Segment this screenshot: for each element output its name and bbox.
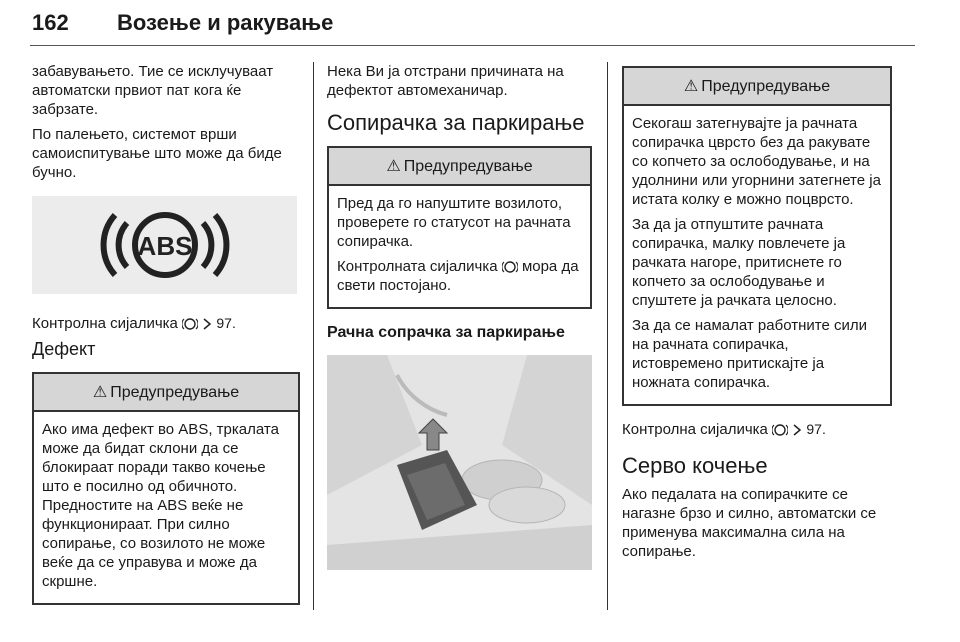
indicator-text: Контролна сијаличка: [32, 315, 178, 332]
column-divider-2: [607, 62, 608, 610]
warning-body: [34, 412, 298, 603]
paragraph: Ако педалата на сопирачките се нагазне брзо и силно, автоматски се применува максимална сила на сопирање.: [622, 486, 877, 560]
abs-icon: [95, 205, 235, 285]
page-reference[interactable]: 97.: [806, 421, 826, 437]
page-reference[interactable]: 97.: [216, 315, 236, 331]
indicator-reference: [622, 420, 892, 439]
indicator-text: Контролната сијаличка: [337, 258, 498, 275]
warning-body: [329, 186, 590, 307]
page-number: 162: [32, 10, 69, 35]
brake-icon: [502, 260, 518, 274]
warning-title: Предупредување: [110, 384, 240, 401]
page-title: Возење и ракување: [117, 10, 334, 35]
warning-text: Секогаш затегнувајте ја рачната сопирачка цврсто без да ракувате со копчето за ослободување, и на удолнини или угорнини затегнете ја истата колку е можно поцврсто.: [632, 115, 881, 208]
column-1: [32, 62, 300, 617]
paragraph: Нека Ви ја отстрани причината на дефектот автомеханичар.: [327, 63, 564, 99]
section-heading: Сопирачка за паркирање: [327, 110, 585, 135]
column-3: [622, 62, 892, 567]
warning-text: За да се намалат работните сили на рачната сопирачка, истовремено притискајте ја ножната сопирачка.: [632, 317, 867, 391]
section-heading: Дефект: [32, 339, 96, 359]
warning-body: [624, 106, 890, 404]
warning-text: За да ја отпуштите рачната сопирачка, малку повлечете ја рачката нагоре, притиснете го копчето за ослободување и спуштете ја рачката целосно.: [632, 216, 846, 309]
paragraph: забавувањето. Тие се исклучуваат автоматски првиот пат кога ќе забрзате.: [32, 63, 274, 118]
ref-arrow-icon: [202, 317, 212, 331]
header-divider: [30, 45, 915, 46]
warning-triangle-icon: ⚠: [92, 384, 108, 401]
paragraph: По палењето, системот врши самоиспитување што може да биде бучно.: [32, 126, 282, 181]
indicator-reference: [32, 314, 300, 333]
warning-text: Пред да го напуштите возилото, проверете го статусот на рачната сопирачка.: [337, 195, 571, 250]
indicator-text: Контролна сијаличка: [622, 421, 768, 438]
warning-text-cont: мора да свети постојано.: [337, 258, 579, 294]
warning-box: [32, 372, 300, 605]
warning-title: Предупредување: [403, 158, 533, 175]
brake-icon: [772, 423, 788, 437]
ref-arrow-icon: [792, 423, 802, 437]
warning-box: [327, 146, 592, 309]
warning-box: [622, 66, 892, 406]
abs-indicator-illustration: [32, 196, 297, 294]
abs-small-icon: [182, 317, 198, 331]
handbrake-illustration: [327, 355, 592, 570]
column-divider-1: [313, 62, 314, 610]
warning-triangle-icon: ⚠: [683, 78, 699, 95]
abs-label: ABS: [137, 231, 192, 261]
warning-text: Ако има дефект во ABS, тркалата може да бидат склони да се блокираат поради такво кочење што е посилно од обичното. Предностите на ABS веќе не функционираат. При силно сопирање, со возилото не може веќе да се управува и може да скршне.: [42, 421, 279, 590]
column-2: [327, 62, 592, 570]
subsection-heading: Рачна сопрачка за паркирање: [327, 324, 565, 341]
warning-triangle-icon: ⚠: [386, 158, 401, 175]
warning-text: [337, 257, 582, 295]
section-heading: Серво кочење: [622, 453, 768, 478]
warning-title: Предупредување: [701, 78, 831, 95]
warning-header: [329, 148, 590, 186]
warning-header: [624, 68, 890, 106]
handbrake-lever-icon: [327, 355, 592, 570]
warning-header: [34, 374, 298, 412]
